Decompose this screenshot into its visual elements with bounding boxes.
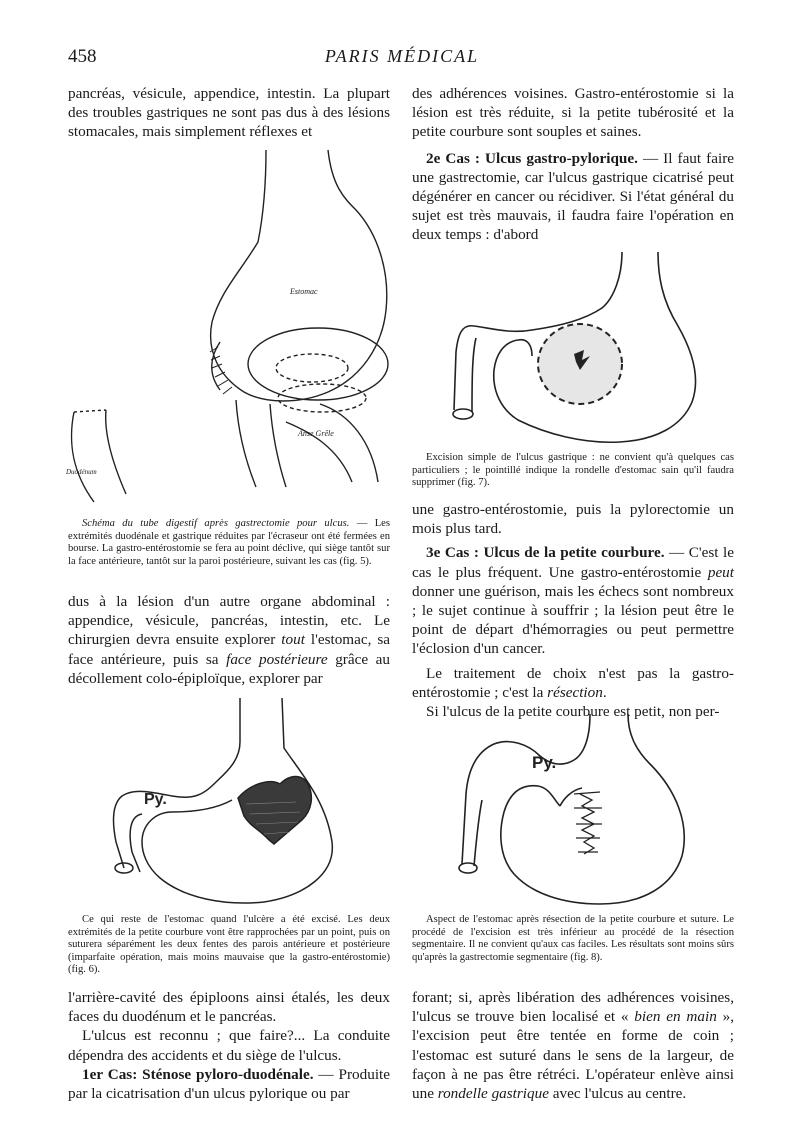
paragraph: pancréas, vésicule, appendice, intestin. La plupart des troubles gastriques ne sont pas dus à des lésions stomacales, mais simplement réflexes et [68, 85, 390, 141]
text-run-italic: peut [707, 563, 734, 581]
figure-8 [414, 708, 736, 912]
left-col-p1 [68, 84, 390, 142]
figure-7-caption [412, 452, 734, 490]
label-duodenum: Duodénum [66, 468, 97, 476]
text-run-italic: tout [281, 631, 305, 649]
figure-8-drawing [414, 708, 736, 912]
paragraph: L'ulcus est reconnu ; que faire?... La conduite dépendra des accidents et du siège de l'ulcus. [68, 1027, 390, 1064]
caption-text: Excision simple de l'ulcus gastrique : ne convient qu'à quelques cas particuliers ; le pointillé indique la rondelle d'estomac sain qu'il faudra supprimer (fig. 7). [412, 452, 734, 489]
page-number: 458 [68, 46, 97, 67]
paragraph: des adhérences voisines. Gastro-entérostomie si la lésion est très réduite, si la petite tubérosité et la petite courbure sont souples et saines. [412, 85, 734, 141]
caption-text: Aspect de l'estomac après résection de la petite courbure et suture. Le procédé de l'excision est très inférieur au procédé de la résection segmentaire. Il ne convient qu'aux cas faciles. Les résultats sont moins sûrs qu'après la gastrectomie segmentaire (fig. 8). [412, 914, 734, 963]
paragraph: Si l'ulcus de la petite courbure est petit, non per- [426, 703, 720, 721]
right-col-bottom [412, 988, 734, 1103]
figure-7 [414, 246, 736, 452]
paragraph: l'arrière-cavité des épiploons ainsi étalés, les deux faces du duodénum et le pancréas. [68, 989, 390, 1026]
figure-5 [60, 142, 400, 514]
caption-title: Schéma du tube digestif après gastrectomie pour ulcus. [82, 518, 350, 529]
label-pylorus: Py. [532, 753, 557, 772]
text-run: — C'est le cas le plus fréquent. Une gastro-entérostomie [412, 544, 734, 581]
text-run: avec l'ulcus au centre. [548, 1085, 687, 1103]
text-run-italic: résection [547, 683, 603, 701]
text-run: grâce au décollement colo-épiploïque, explorer par [68, 650, 390, 687]
text-run: l'estomac, sa face antérieure, puis sa [68, 631, 391, 668]
text-run: Le traitement de choix n'est pas la gastro-entérostomie ; c'est la [412, 664, 734, 701]
left-col-p2 [68, 592, 390, 688]
text-run: — Il faut faire une gastrectomie, car l'ulcus gastrique cicatrisé peut dégénérer en cancer ou récidiver. Si l'état général du sujet est très mauvais, il faudra faire l'opération en deux temps : d'abord [412, 149, 734, 244]
right-col-top [412, 84, 734, 245]
text-run: forant; si, après libération des adhérences voisines, l'ulcus se trouve bien localisé et « [412, 989, 734, 1026]
text-run-italic: face postérieure [226, 650, 328, 668]
text-run: . [602, 683, 607, 701]
figure-6-drawing [64, 692, 400, 908]
running-title: PARIS MÉDICAL [324, 46, 480, 66]
page-header [68, 46, 736, 72]
left-col-p3 [68, 988, 390, 1103]
text-run: — Produite par la cicatrisation d'un ulcus pylorique ou par [68, 1065, 391, 1103]
label-estomac: Estomac [290, 287, 318, 296]
figure-8-caption [412, 914, 734, 964]
paragraph: une gastro-entérostomie, puis la pylorectomie un mois plus tard. [412, 501, 734, 538]
figure-5-drawing [60, 142, 400, 514]
section-heading: 2e Cas : Ulcus gastro-pylorique. [426, 149, 638, 167]
text-run: », l'excision peut être tentée en forme de coin ; l'estomac est suturé dans le sens de la largeur, de façon à ne pas être rétréci. L'opérateur enlève ainsi une [412, 1008, 735, 1103]
section-heading: 3e Cas : Ulcus de la petite courbure. [426, 544, 665, 562]
section-heading: 1er Cas: Sténose pyloro-duodénale. [82, 1065, 314, 1083]
figure-5-caption [68, 518, 390, 568]
caption-text: — Les extrémités duodénale et gastrique réduites par l'écraseur ont été fermées en bourse. La gastro-entérostomie se fera au point déclive, qui siège tantôt sur la face antérieure, tantôt sur la paroi postérieure, suivant les cas (fig. 5). [68, 518, 391, 567]
text-run: dus à la lésion d'un autre organe abdominal : appendice, vésicule, pancréas, intestin, etc. Le chirurgien devra ensuite explorer [68, 593, 390, 649]
label-anse-grele: Anse Grêle [298, 429, 334, 438]
label-pylorus: Py. [144, 791, 167, 808]
text-run-italic: bien en main [634, 1008, 717, 1026]
figure-7-drawing [414, 246, 736, 452]
caption-text: Ce qui reste de l'estomac quand l'ulcère a été excisé. Les deux extrémités de la petite courbure vont être rapprochées par un point, puis on suturera séparément les deux fentes des parois antérieure et postérieure (imparfaite opération, mais moins mauvaise que la gastro-entérostomie) (fig. 6). [68, 914, 390, 976]
figure-6 [64, 692, 400, 908]
right-col-middle [412, 500, 734, 721]
text-run: donner une guérison, mais les échecs sont nombreux ; le sujet continue à souffrir ; la lésion peut être le point de départ d'hémorragies ou peut permettre l'éclosion d'un cancer. [412, 582, 734, 658]
figure-6-caption [68, 914, 390, 977]
text-run-italic: rondelle gastrique [437, 1085, 549, 1103]
